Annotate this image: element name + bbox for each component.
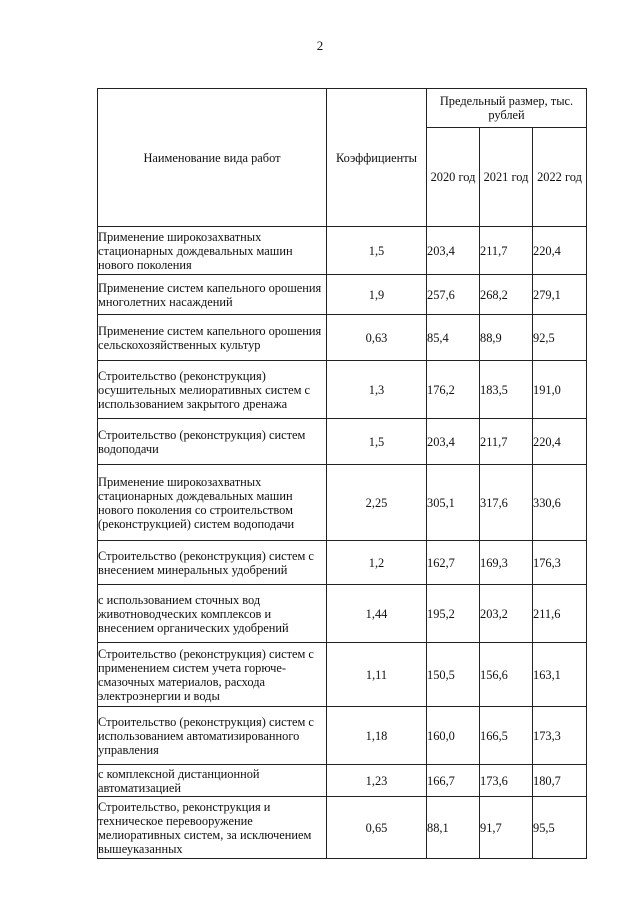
page-number: 2	[316, 38, 324, 53]
header-coefficients: Коэффициенты	[327, 89, 427, 227]
row-name: Строительство (реконструкция) осушительных мелиоративных систем с использованием закрытого дренажа	[98, 361, 327, 419]
table-row	[98, 361, 587, 419]
row-value-2022: 163,1	[533, 643, 587, 707]
row-coefficient: 1,2	[327, 541, 427, 585]
table-row	[98, 465, 587, 541]
row-name: Строительство (реконструкция) систем с внесением минеральных удобрений	[98, 541, 327, 585]
row-name: Строительство (реконструкция) систем с применением систем учета горюче-смазочных материалов, расхода электроэнергии и воды	[98, 643, 327, 707]
row-value-2022: 173,3	[533, 707, 587, 765]
row-coefficient: 0,63	[327, 315, 427, 361]
table-row	[98, 541, 587, 585]
row-value-2021: 156,6	[480, 643, 533, 707]
table-row	[98, 419, 587, 465]
row-value-2020: 176,2	[427, 361, 480, 419]
row-value-2021: 173,6	[480, 765, 533, 797]
row-coefficient: 1,44	[327, 585, 427, 643]
row-value-2020: 85,4	[427, 315, 480, 361]
row-name: с использованием сточных вод животноводческих комплексов и внесением органических удобрений	[98, 585, 327, 643]
header-year-2020: 2020 год	[427, 128, 480, 227]
table-row	[98, 765, 587, 797]
row-value-2020: 305,1	[427, 465, 480, 541]
row-name: Строительство, реконструкция и техническое перевооружение мелиоративных систем, за исключением вышеуказанных	[98, 797, 327, 859]
table-row	[98, 707, 587, 765]
row-value-2021: 317,6	[480, 465, 533, 541]
row-value-2022: 180,7	[533, 765, 587, 797]
row-value-2021: 211,7	[480, 227, 533, 275]
row-value-2020: 160,0	[427, 707, 480, 765]
row-value-2020: 257,6	[427, 275, 480, 315]
header-name: Наименование вида работ	[98, 89, 327, 227]
table-row	[98, 315, 587, 361]
row-value-2020: 203,4	[427, 419, 480, 465]
row-value-2020: 88,1	[427, 797, 480, 859]
row-value-2020: 166,7	[427, 765, 480, 797]
row-value-2022: 92,5	[533, 315, 587, 361]
row-name: Применение систем капельного орошения многолетних насаждений	[98, 275, 327, 315]
table-row	[98, 275, 587, 315]
row-coefficient: 1,18	[327, 707, 427, 765]
row-value-2022: 220,4	[533, 419, 587, 465]
row-name: Применение широкозахватных стационарных дождевальных машин нового поколения со строительством (реконструкцией) систем водоподачи	[98, 465, 327, 541]
row-name: Строительство (реконструкция) систем водоподачи	[98, 419, 327, 465]
row-coefficient: 1,11	[327, 643, 427, 707]
row-coefficient: 1,5	[327, 419, 427, 465]
header-limit: Предельный размер, тыс. рублей	[427, 89, 587, 128]
row-value-2021: 169,3	[480, 541, 533, 585]
table-row	[98, 797, 587, 859]
row-value-2020: 150,5	[427, 643, 480, 707]
row-value-2022: 211,6	[533, 585, 587, 643]
row-value-2022: 220,4	[533, 227, 587, 275]
row-value-2021: 88,9	[480, 315, 533, 361]
row-coefficient: 1,9	[327, 275, 427, 315]
header-year-2022: 2022 год	[533, 128, 587, 227]
row-value-2021: 203,2	[480, 585, 533, 643]
row-name: Применение систем капельного орошения сельскохозяйственных культур	[98, 315, 327, 361]
row-name: Строительство (реконструкция) систем с использованием автоматизированного управления	[98, 707, 327, 765]
row-value-2020: 195,2	[427, 585, 480, 643]
row-value-2022: 176,3	[533, 541, 587, 585]
works-table	[97, 88, 587, 859]
row-coefficient: 1,23	[327, 765, 427, 797]
row-value-2022: 191,0	[533, 361, 587, 419]
row-value-2021: 268,2	[480, 275, 533, 315]
row-coefficient: 1,5	[327, 227, 427, 275]
table-row	[98, 585, 587, 643]
header-year-2021: 2021 год	[480, 128, 533, 227]
row-value-2022: 95,5	[533, 797, 587, 859]
row-value-2022: 279,1	[533, 275, 587, 315]
row-value-2020: 162,7	[427, 541, 480, 585]
row-value-2021: 211,7	[480, 419, 533, 465]
table-row	[98, 227, 587, 275]
row-name: Применение широкозахватных стационарных дождевальных машин нового поколения	[98, 227, 327, 275]
row-value-2020: 203,4	[427, 227, 480, 275]
row-value-2021: 91,7	[480, 797, 533, 859]
row-name: с комплексной дистанционной автоматизацией	[98, 765, 327, 797]
row-coefficient: 0,65	[327, 797, 427, 859]
row-coefficient: 2,25	[327, 465, 427, 541]
row-value-2021: 183,5	[480, 361, 533, 419]
row-value-2021: 166,5	[480, 707, 533, 765]
row-coefficient: 1,3	[327, 361, 427, 419]
table-body	[98, 227, 587, 859]
table-row	[98, 643, 587, 707]
row-value-2022: 330,6	[533, 465, 587, 541]
